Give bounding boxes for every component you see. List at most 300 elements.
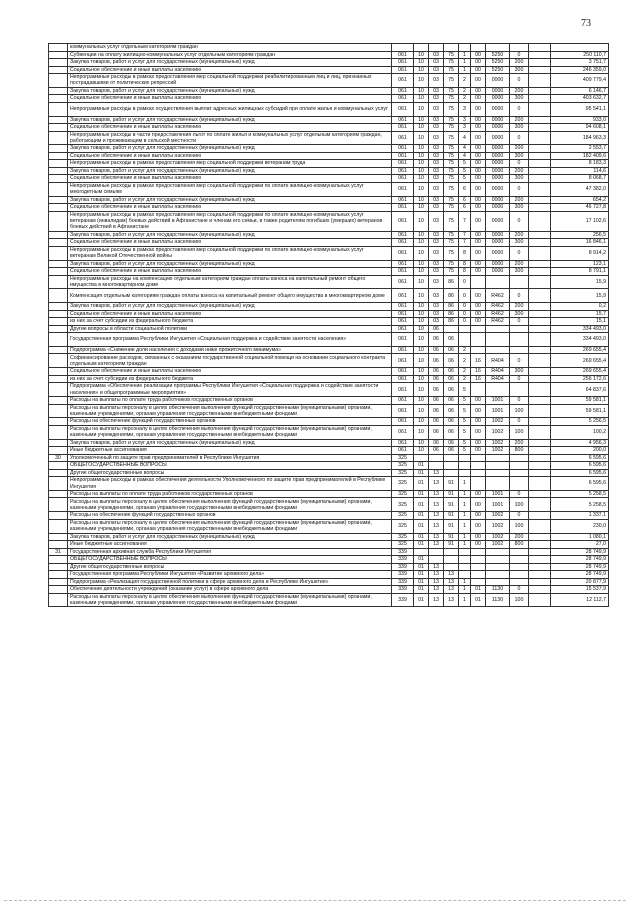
amount: 15 537,9 <box>551 586 609 594</box>
code-extra <box>529 239 551 247</box>
code-extra <box>529 102 551 116</box>
code-subprogram: 3 <box>459 116 471 124</box>
code-pr: 13 <box>429 477 444 491</box>
code-vr <box>510 556 529 564</box>
code-program: 75 <box>444 246 459 260</box>
code-subprogram: 5 <box>459 425 471 439</box>
code-subprogram <box>459 563 471 571</box>
expense-name: Закупка товаров, работ и услуг для государственных (муниципальных) нужд <box>68 533 392 541</box>
code-direction: 0000 <box>486 116 510 124</box>
code-program: 91 <box>444 533 459 541</box>
code-program: 06 <box>444 383 459 397</box>
code-extra <box>529 268 551 276</box>
code-glv: 061 <box>392 182 414 196</box>
code-direction: 1002 <box>486 533 510 541</box>
expense-name: Закупка товаров, работ и услуг для государственных (муниципальных) нужд <box>68 87 392 95</box>
code-glv: 061 <box>392 102 414 116</box>
expense-name: Закупка товаров, работ и услуг для государственных (муниципальных) нужд <box>68 59 392 67</box>
code-vr: 300 <box>510 310 529 318</box>
code-rz: 01 <box>414 498 429 512</box>
code-vr: 0 <box>510 160 529 168</box>
code-pr: 03 <box>429 318 444 326</box>
code-pr <box>429 462 444 470</box>
code-direction <box>486 346 510 354</box>
code-event: 00 <box>471 51 486 59</box>
code-extra <box>529 571 551 579</box>
code-pr: 03 <box>429 66 444 74</box>
code-pr: 13 <box>429 593 444 607</box>
code-direction: 1001 <box>486 490 510 498</box>
expense-name: Социальное обеспечение и иные выплаты населению <box>68 204 392 212</box>
code-rz: 10 <box>414 131 429 145</box>
code-glv: 061 <box>392 124 414 132</box>
code-event: 00 <box>471 239 486 247</box>
amount: 6 595,6 <box>551 454 609 462</box>
code-vr: 300 <box>510 239 529 247</box>
code-rz: 01 <box>414 462 429 470</box>
code-glv: 061 <box>392 160 414 168</box>
amount: 933,0 <box>551 116 609 124</box>
code-pr: 13 <box>429 571 444 579</box>
code-subprogram: 5 <box>459 383 471 397</box>
code-pr: 03 <box>429 160 444 168</box>
row-number <box>49 519 68 533</box>
code-rz: 01 <box>414 519 429 533</box>
code-extra <box>529 533 551 541</box>
row-number <box>49 74 68 88</box>
code-pr: 06 <box>429 333 444 347</box>
code-direction: 0000 <box>486 74 510 88</box>
code-program: 86 <box>444 303 459 311</box>
code-direction <box>486 556 510 564</box>
code-pr: 06 <box>429 383 444 397</box>
code-rz: 10 <box>414 260 429 268</box>
table-row <box>49 548 609 556</box>
code-subprogram: 5 <box>459 439 471 447</box>
amount: 6 595,6 <box>551 469 609 477</box>
code-vr: 200 <box>510 145 529 153</box>
code-rz: 10 <box>414 59 429 67</box>
code-glv: 061 <box>392 167 414 175</box>
table-row <box>49 44 609 52</box>
row-number <box>49 66 68 74</box>
code-subprogram: 0 <box>459 303 471 311</box>
code-glv: 061 <box>392 346 414 354</box>
row-number <box>49 354 68 368</box>
table-row <box>49 182 609 196</box>
code-program: 75 <box>444 260 459 268</box>
code-direction: 1002 <box>486 425 510 439</box>
table-row <box>49 102 609 116</box>
code-vr: 200 <box>510 231 529 239</box>
code-event: 00 <box>471 196 486 204</box>
code-extra <box>529 95 551 103</box>
code-direction <box>486 275 510 289</box>
code-direction: 1001 <box>486 498 510 512</box>
row-number <box>49 196 68 204</box>
amount: 5 258,5 <box>551 498 609 512</box>
expense-name: Непрограммные расходы в рамках обеспечения деятельности Уполномоченного по защите прав предпринимателей в Республике Ингушетия <box>68 477 392 491</box>
row-number <box>49 397 68 405</box>
code-extra <box>529 59 551 67</box>
amount: 15,1 <box>551 318 609 326</box>
code-direction: 0000 <box>486 268 510 276</box>
expense-name: Непрограммные расходы в рамках предоставления мер социальной поддержки ветеранам труда <box>68 160 392 168</box>
code-event <box>471 578 486 586</box>
code-extra <box>529 404 551 418</box>
code-subprogram: 1 <box>459 533 471 541</box>
code-rz: 10 <box>414 231 429 239</box>
amount: 2 553,7 <box>551 145 609 153</box>
code-subprogram <box>459 325 471 333</box>
code-subprogram <box>459 333 471 347</box>
code-program: 75 <box>444 204 459 212</box>
code-rz: 10 <box>414 74 429 88</box>
code-vr: 0 <box>510 318 529 326</box>
code-rz: 10 <box>414 404 429 418</box>
row-number <box>49 541 68 549</box>
expense-name: Другие общегосударственные вопросы <box>68 469 392 477</box>
code-vr: 200 <box>510 260 529 268</box>
code-program: 06 <box>444 354 459 368</box>
amount: 256 172,6 <box>551 375 609 383</box>
code-subprogram: 5 <box>459 175 471 183</box>
code-subprogram: 2 <box>459 346 471 354</box>
code-event: 00 <box>471 66 486 74</box>
code-vr: 0 <box>510 131 529 145</box>
code-extra <box>529 303 551 311</box>
code-subprogram <box>459 462 471 470</box>
row-number <box>49 124 68 132</box>
expense-name: ОБЩЕГОСУДАРСТВЕННЫЕ ВОПРОСЫ <box>68 556 392 564</box>
row-number: 30 <box>49 454 68 462</box>
row-number <box>49 578 68 586</box>
row-number <box>49 383 68 397</box>
code-rz: 10 <box>414 368 429 376</box>
code-extra <box>529 447 551 455</box>
expense-name: Иные бюджетные ассигнования <box>68 447 392 455</box>
code-extra <box>529 418 551 426</box>
code-pr: 06 <box>429 368 444 376</box>
code-event: 00 <box>471 204 486 212</box>
table-row <box>49 477 609 491</box>
code-pr: 03 <box>429 303 444 311</box>
amount: 94 608,1 <box>551 124 609 132</box>
code-extra <box>529 490 551 498</box>
code-event: 00 <box>471 87 486 95</box>
code-program <box>444 325 459 333</box>
row-number <box>49 246 68 260</box>
table-row <box>49 541 609 549</box>
table-row <box>49 87 609 95</box>
code-extra <box>529 74 551 88</box>
code-direction: R404 <box>486 375 510 383</box>
code-pr: 06 <box>429 354 444 368</box>
code-rz: 10 <box>414 447 429 455</box>
code-pr: 13 <box>429 519 444 533</box>
code-program: 06 <box>444 375 459 383</box>
code-glv: 061 <box>392 211 414 231</box>
amount: 8 068,7 <box>551 175 609 183</box>
code-subprogram <box>459 454 471 462</box>
code-subprogram: 1 <box>459 66 471 74</box>
table-row <box>49 145 609 153</box>
code-subprogram <box>459 571 471 579</box>
table-row <box>49 318 609 326</box>
code-event <box>471 44 486 52</box>
code-pr: 13 <box>429 541 444 549</box>
code-pr: 03 <box>429 51 444 59</box>
expense-name: Закупка товаров, работ и услуг для государственных (муниципальных) нужд <box>68 231 392 239</box>
code-program: 86 <box>444 310 459 318</box>
code-direction <box>486 454 510 462</box>
amount: 409 779,4 <box>551 74 609 88</box>
amount: 4 956,3 <box>551 439 609 447</box>
code-rz: 10 <box>414 204 429 212</box>
code-vr: 200 <box>510 303 529 311</box>
expense-name: Расходы на выплаты персоналу в целях обеспечения выполнения функций государственными (муниципальными) органами, казенными учреждениями, органам управления государственными внебюджетными фондами <box>68 498 392 512</box>
row-number <box>49 152 68 160</box>
expense-name: из них за счет субсидии из федерального бюджета <box>68 375 392 383</box>
expense-name: Расходы на выплаты персоналу в целях обеспечения выполнения функций государственными (муниципальными) органами, казенными учреждениями, органам управления государственными внебюджетными фондами <box>68 593 392 607</box>
code-program: 75 <box>444 160 459 168</box>
amount: 184 963,3 <box>551 131 609 145</box>
code-program: 75 <box>444 124 459 132</box>
amount <box>551 44 609 52</box>
table-row <box>49 454 609 462</box>
code-event: 00 <box>471 116 486 124</box>
code-event: 00 <box>471 289 486 303</box>
code-direction: R404 <box>486 354 510 368</box>
code-vr: 0 <box>510 490 529 498</box>
code-pr: 03 <box>429 231 444 239</box>
table-row <box>49 310 609 318</box>
expense-name: Закупка товаров, работ и услуг для государственных (муниципальных) нужд <box>68 439 392 447</box>
code-extra <box>529 87 551 95</box>
code-glv: 061 <box>392 246 414 260</box>
code-subprogram: 8 <box>459 246 471 260</box>
row-number <box>49 404 68 418</box>
row-number <box>49 260 68 268</box>
expense-name: Социальное обеспечение и иные выплаты населению <box>68 124 392 132</box>
code-event: 00 <box>471 160 486 168</box>
amount: 182 409,6 <box>551 152 609 160</box>
amount: 654,2 <box>551 196 609 204</box>
code-vr <box>510 571 529 579</box>
code-subprogram: 1 <box>459 512 471 520</box>
code-rz: 10 <box>414 289 429 303</box>
table-row <box>49 418 609 426</box>
code-subprogram: 1 <box>459 51 471 59</box>
code-program: 75 <box>444 74 459 88</box>
code-pr: 03 <box>429 116 444 124</box>
code-extra <box>529 578 551 586</box>
table-row <box>49 578 609 586</box>
expense-name: коммунальных услуг отдельным категориям граждан <box>68 44 392 52</box>
code-vr: 200 <box>510 59 529 67</box>
code-vr: 0 <box>510 74 529 88</box>
amount: 100,2 <box>551 425 609 439</box>
code-direction: 1001 <box>486 397 510 405</box>
table-row <box>49 512 609 520</box>
code-direction <box>486 548 510 556</box>
row-number <box>49 182 68 196</box>
expense-name: Субвенции на оплату жилищно-коммунальных услуг отдельным категориям граждан <box>68 51 392 59</box>
code-program: 75 <box>444 175 459 183</box>
code-glv: 061 <box>392 145 414 153</box>
code-glv: 061 <box>392 354 414 368</box>
row-number <box>49 571 68 579</box>
code-direction: 1002 <box>486 519 510 533</box>
code-subprogram: 5 <box>459 160 471 168</box>
table-row <box>49 175 609 183</box>
expense-name: Социальное обеспечение и иные выплаты населению <box>68 66 392 74</box>
expense-name: Непрограммные расходы в рамках предоставления мер социальной поддержки по оплате жилищно-коммунальных услуг многодетным семьям <box>68 182 392 196</box>
expense-name: Расходы на выплаты персоналу в целях обеспечения выполнения функций государственными (муниципальными) органами, казенными учреждениями, органам управления государственными внебюджетными фондами <box>68 404 392 418</box>
code-subprogram: 5 <box>459 418 471 426</box>
code-glv: 061 <box>392 175 414 183</box>
code-extra <box>529 152 551 160</box>
row-number <box>49 44 68 52</box>
code-event <box>471 325 486 333</box>
table-row <box>49 268 609 276</box>
code-event: 00 <box>471 152 486 160</box>
code-direction: 0000 <box>486 131 510 145</box>
code-extra <box>529 556 551 564</box>
code-event: 00 <box>471 519 486 533</box>
code-program: 91 <box>444 512 459 520</box>
code-pr <box>429 556 444 564</box>
code-glv: 061 <box>392 425 414 439</box>
amount: 269 655,4 <box>551 346 609 354</box>
expense-name: Социальное обеспечение и иные выплаты населению <box>68 310 392 318</box>
table-row <box>49 375 609 383</box>
expense-name: Закупка товаров, работ и услуг для государственных (муниципальных) нужд <box>68 116 392 124</box>
expense-name: Государственная программа Республики Ингушетия «Развитие архивного дела» <box>68 571 392 579</box>
row-number <box>49 325 68 333</box>
code-rz: 01 <box>414 571 429 579</box>
code-rz <box>414 454 429 462</box>
code-extra <box>529 167 551 175</box>
code-rz: 10 <box>414 268 429 276</box>
code-vr: 200 <box>510 87 529 95</box>
code-pr: 13 <box>429 498 444 512</box>
expense-name: Непрограммные расходы в рамках осуществления выплат адресных жилищных субсидий при оплате жилья и коммунальных услуг <box>68 102 392 116</box>
code-event: 00 <box>471 246 486 260</box>
code-program: 86 <box>444 275 459 289</box>
code-vr: 200 <box>510 439 529 447</box>
expense-name: Непрограммные расходы в рамках предоставления мер социальной поддержки по оплате жилищно-коммунальных услуг ветеранам (инвалидам) боевых действий в Афганистане и членам его семьи, в также родителям погибших (умерших) ветеранов боевых действий в Афганистане <box>68 211 392 231</box>
code-subprogram: 0 <box>459 310 471 318</box>
code-glv: 061 <box>392 303 414 311</box>
code-glv: 325 <box>392 533 414 541</box>
code-vr: 100 <box>510 593 529 607</box>
code-glv: 325 <box>392 454 414 462</box>
code-rz: 10 <box>414 418 429 426</box>
code-subprogram: 2 <box>459 354 471 368</box>
amount: 17 102,6 <box>551 211 609 231</box>
amount: 47 382,0 <box>551 182 609 196</box>
code-subprogram: 1 <box>459 593 471 607</box>
code-extra <box>529 318 551 326</box>
code-glv: 339 <box>392 556 414 564</box>
code-vr: 300 <box>510 268 529 276</box>
code-pr: 03 <box>429 95 444 103</box>
code-glv: 061 <box>392 204 414 212</box>
code-program: 13 <box>444 571 459 579</box>
code-pr: 06 <box>429 325 444 333</box>
code-extra <box>529 51 551 59</box>
expense-name: ОБЩЕГОСУДАРСТВЕННЫЕ ВОПРОСЫ <box>68 462 392 470</box>
expense-name: Социальное обеспечение и иные выплаты населению <box>68 152 392 160</box>
code-subprogram: 3 <box>459 102 471 116</box>
table-row <box>49 397 609 405</box>
expense-name: Иные бюджетные ассигнования <box>68 541 392 549</box>
code-direction: 0000 <box>486 175 510 183</box>
amount: 28 749,9 <box>551 548 609 556</box>
row-number <box>49 469 68 477</box>
expense-name: Закупка товаров, работ и услуг для государственных (муниципальных) нужд <box>68 167 392 175</box>
amount: 334 493,0 <box>551 325 609 333</box>
amount: 269 655,4 <box>551 354 609 368</box>
row-number <box>49 490 68 498</box>
code-pr: 03 <box>429 182 444 196</box>
code-vr: 0 <box>510 512 529 520</box>
expense-name: Социальное обеспечение и иные выплаты населению <box>68 239 392 247</box>
expense-name: Закупка товаров, работ и услуг для государственных (муниципальных) нужд <box>68 196 392 204</box>
code-subprogram: 7 <box>459 211 471 231</box>
amount: 1 337,1 <box>551 512 609 520</box>
code-direction <box>486 469 510 477</box>
code-extra <box>529 289 551 303</box>
code-pr: 13 <box>429 469 444 477</box>
code-subprogram: 1 <box>459 541 471 549</box>
amount: 250 110,7 <box>551 51 609 59</box>
code-pr: 06 <box>429 397 444 405</box>
code-rz: 10 <box>414 303 429 311</box>
code-event: 01 <box>471 593 486 607</box>
row-number <box>49 586 68 594</box>
code-vr <box>510 578 529 586</box>
code-rz: 10 <box>414 375 429 383</box>
code-rz <box>414 44 429 52</box>
code-event <box>471 556 486 564</box>
expense-name: Подпрограмма «Снижение доли населения с доходами ниже прожиточного минимума» <box>68 346 392 354</box>
code-glv: 339 <box>392 586 414 594</box>
code-pr: 03 <box>429 268 444 276</box>
code-vr: 0 <box>510 375 529 383</box>
code-vr: 300 <box>510 368 529 376</box>
code-glv: 061 <box>392 289 414 303</box>
expense-name: Закупка товаров, работ и услуг для государственных (муниципальных) нужд <box>68 260 392 268</box>
row-number <box>49 289 68 303</box>
row-number <box>49 116 68 124</box>
code-glv: 061 <box>392 275 414 289</box>
code-event: 00 <box>471 231 486 239</box>
code-program: 75 <box>444 211 459 231</box>
code-vr: 0 <box>510 246 529 260</box>
row-number <box>49 268 68 276</box>
code-program: 75 <box>444 231 459 239</box>
code-extra <box>529 593 551 607</box>
code-pr: 03 <box>429 131 444 145</box>
code-event: 00 <box>471 131 486 145</box>
code-vr <box>510 333 529 347</box>
code-direction: 0000 <box>486 260 510 268</box>
row-number <box>49 512 68 520</box>
code-program: 13 <box>444 593 459 607</box>
code-program: 75 <box>444 116 459 124</box>
